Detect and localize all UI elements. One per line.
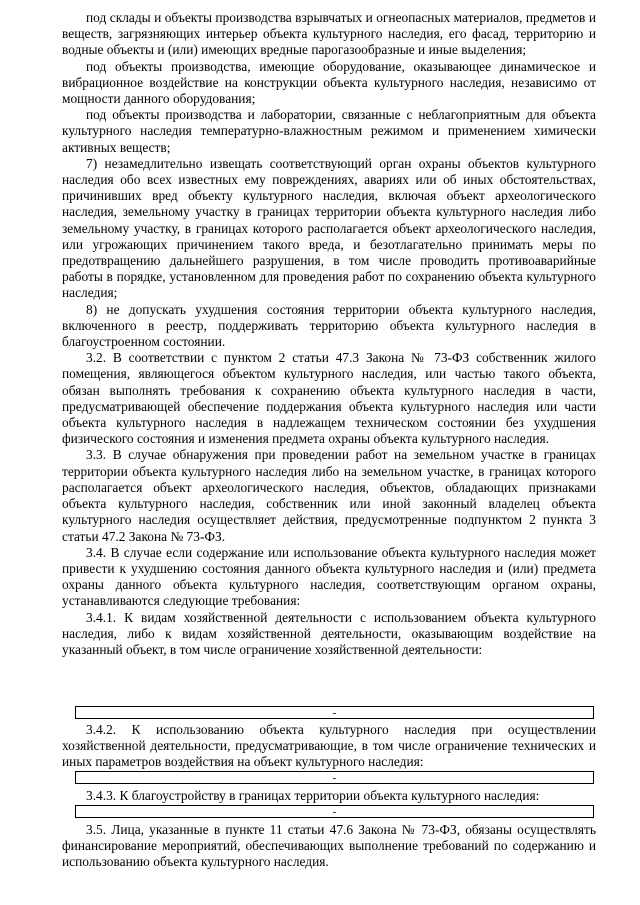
paragraph-3-4-3: 3.4.3. К благоустройству в границах территории объекта культурного наследия: bbox=[86, 788, 540, 803]
paragraph-item-8: 8) не допускать ухудшения состояния территории объекта культурного наследия, включенного в реестр, поддерживать территорию объекта культурного наследия в благоустроенном состоянии. bbox=[62, 301, 596, 350]
paragraph-3-4-2: 3.4.2. К использованию объекта культурного наследия при осуществлении хозяйственной деятельности, предусматривающие, в том числе ограничение технических и иных параметров воздействия на объект культурного наследия: bbox=[62, 722, 596, 770]
text-block-3-4-2 bbox=[62, 722, 596, 771]
requirement-box-3-4-3: - bbox=[75, 805, 594, 818]
text-block-main bbox=[62, 10, 596, 658]
paragraph-3-4: 3.4. В случае если содержание или использование объекта культурного наследия может привести к ухудшению состояния данного объекта культурного наследия и (или) предмета охраны данного объекта культурного наследия, соответствующим органом охраны, устанавливаются следующие требования: bbox=[62, 544, 596, 609]
paragraph-warehouses: под склады и объекты производства взрывчатых и огнеопасных материалов, предметов и веществ, загрязняющих интерьер объекта культурного наследия, его фасад, территорию и водные объекты и (или) имеющих вредные парогазообразные и иные выделения; bbox=[62, 10, 596, 58]
requirement-box-3-4-1: - bbox=[75, 706, 594, 719]
text-block-3-5 bbox=[62, 822, 596, 871]
paragraph-3-3: 3.3. В случае обнаружения при проведении работ на земельном участке в границах территории объекта культурного наследия либо на земельном участке, в границах которого располагается объект археологического наследия, объектов, обладающих признаками объекта культурного наследия, собственник или иной законный владелец объекта культурного наследия осуществляет действия, предусмотренные подпунктом 2 пункта 3 статьи 47.2 Закона № 73-ФЗ. bbox=[62, 447, 596, 544]
paragraph-3-4-1: 3.4.1. К видам хозяйственной деятельности с использованием объекта культурного наследия, либо к видам хозяйственной деятельности, оказывающим воздействие на указанный объект, в том числе ограничение хозяйственной деятельности: bbox=[62, 609, 596, 657]
paragraph-3-2: 3.2. В соответствии с пунктом 2 статьи 47.3 Закона № 73-ФЗ собственник жилого помещения, являющегося объектом культурного наследия, или частью такого объекта, обязан выполнять требования к сохранению объекта культурного наследия в части, предусматривающей обеспечение поддержания объекта культурного наследия или части объекта культурного наследия в надлежащем техническом состоянии без ухудшения физического состояния и изменения предмета охраны объекта культурного наследия. bbox=[62, 350, 596, 447]
paragraph-item-7: 7) незамедлительно извещать соответствующий орган охраны объектов культурного наследия обо всех известных ему повреждениях, авариях или об иных обстоятельствах, причинивших вред объекту культурного наследия, включая объект археологического наследия, земельному участку в границах территории объекта культурного наследия либо земельному участку, в границах которого располагается объект археологического наследия, или угрожающих причинением такого вреда, и безотлагательно принимать меры по предотвращению дальнейшего разрушения, в том числе проводить противоаварийные работы в порядке, установленном для проведения работ по сохранению объекта культурного наследия; bbox=[62, 155, 596, 301]
requirement-box-3-4-2: - bbox=[75, 771, 594, 784]
paragraph-laboratories: под объекты производства и лаборатории, связанные с неблагоприятным для объекта культурного наследия температурно-влажностным режимом и применением химически активных веществ; bbox=[62, 107, 596, 155]
paragraph-production-equipment: под объекты производства, имеющие оборудование, оказывающее динамическое и вибрационное воздействие на конструкции объекта культурного наследия, независимо от мощности данного оборудования; bbox=[62, 58, 596, 107]
text-block-3-4-3 bbox=[62, 788, 596, 804]
paragraph-3-5: 3.5. Лица, указанные в пункте 11 статьи 47.6 Закона № 73-ФЗ, обязаны осуществлять финансирование мероприятий, обеспечивающих выполнение требований по содержанию и использованию объекта культурного наследия. bbox=[62, 822, 596, 870]
